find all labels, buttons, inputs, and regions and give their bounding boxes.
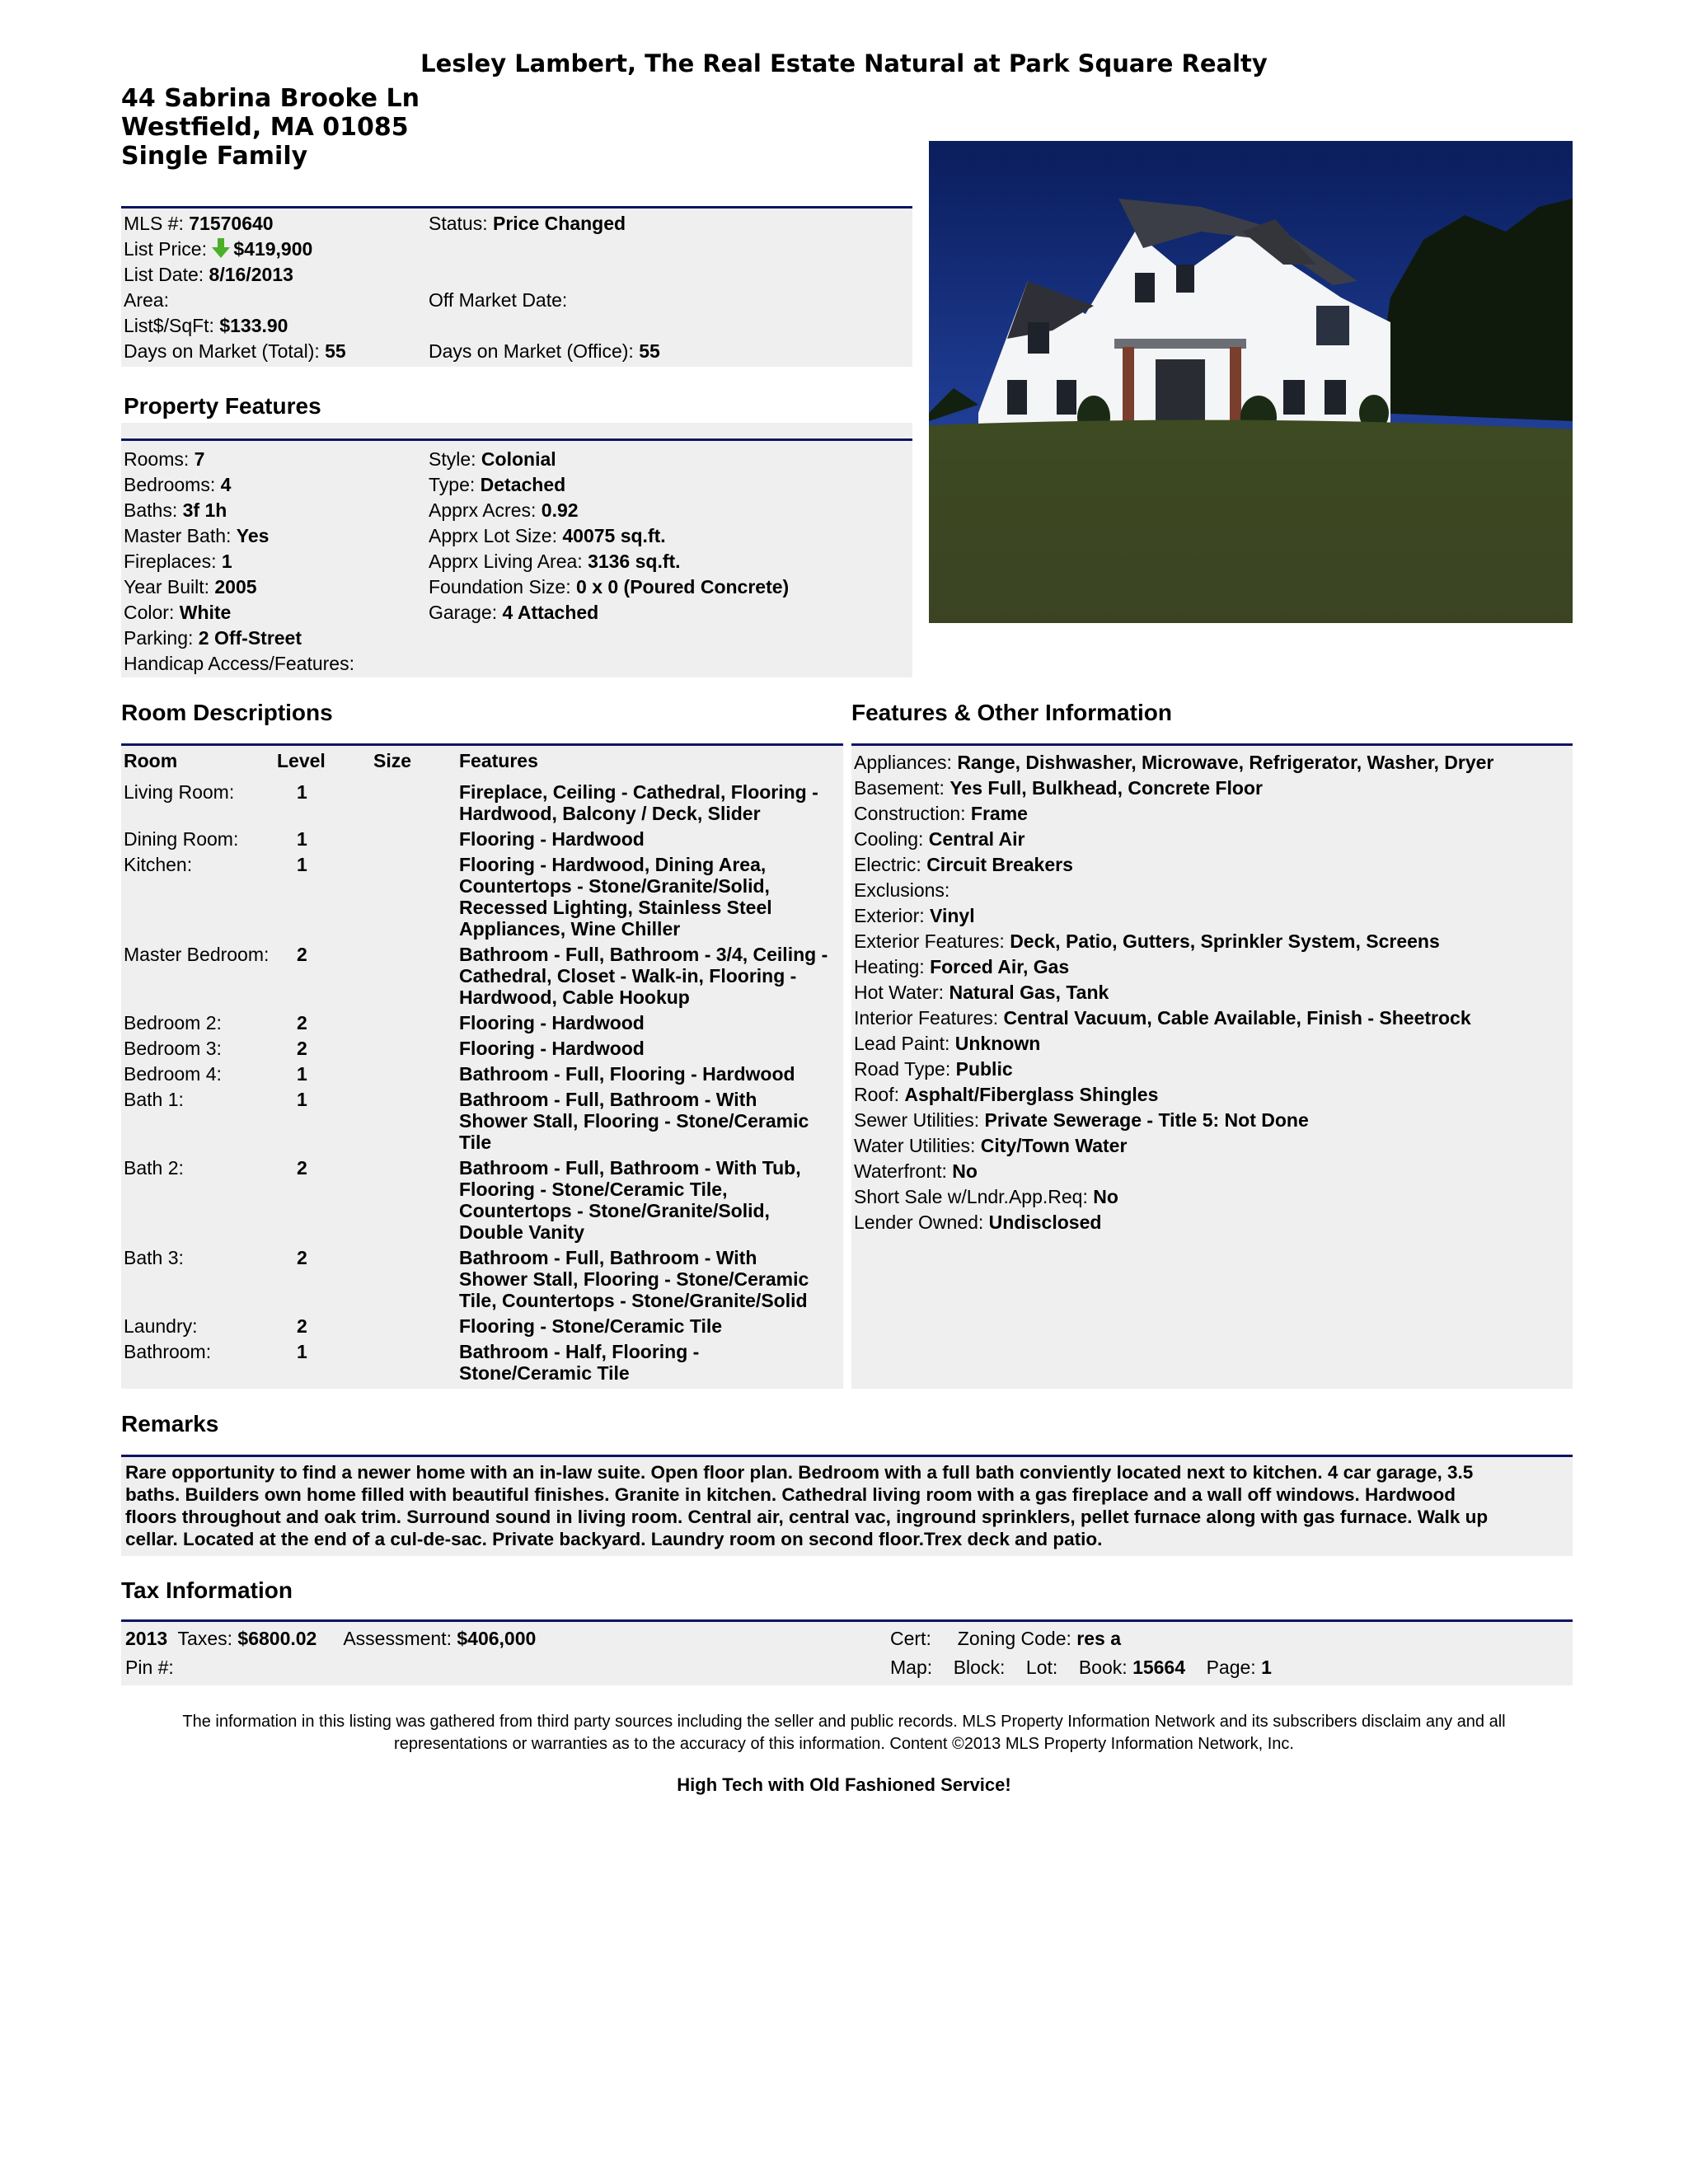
other-info-row bbox=[854, 750, 1493, 776]
room-level: 2 bbox=[297, 944, 307, 965]
feature-label: Year Built: bbox=[124, 576, 209, 598]
property-photo bbox=[929, 141, 1573, 623]
info-label: Water Utilities: bbox=[854, 1135, 976, 1156]
feature-value: 0 x 0 (Poured Concrete) bbox=[576, 576, 790, 598]
room-feature-line: Shower Stall, Flooring - Stone/Ceramic bbox=[459, 1110, 809, 1132]
agent-header: Lesley Lambert, The Real Estate Natural at Park Square Realty bbox=[420, 49, 1268, 77]
feature-value: Yes bbox=[236, 525, 270, 546]
property-type: Single Family bbox=[121, 142, 308, 171]
info-label: Waterfront: bbox=[854, 1160, 947, 1182]
property-feature-row bbox=[429, 523, 666, 549]
feature-label: Foundation Size: bbox=[429, 576, 571, 598]
feature-value: 7 bbox=[194, 448, 205, 470]
area: Area: bbox=[124, 289, 169, 311]
room-name: Living Room: bbox=[124, 781, 235, 803]
room-level: 1 bbox=[297, 828, 307, 850]
info-label: Lead Paint: bbox=[854, 1033, 950, 1054]
info-label: Basement: bbox=[854, 777, 945, 799]
other-info-row bbox=[854, 852, 1073, 878]
room-features bbox=[459, 1341, 699, 1384]
feature-value: 40075 sq.ft. bbox=[562, 525, 666, 546]
room-level: 1 bbox=[297, 1089, 307, 1110]
page-number: 1 bbox=[1261, 1657, 1272, 1678]
property-feature-row bbox=[124, 498, 227, 523]
room-feature-line: Bathroom - Full, Bathroom - With Tub, bbox=[459, 1157, 801, 1179]
disclaimer-line-1: The information in this listing was gathered from third party sources including the seller and public records. MLS Property Information Network and its subscribers disclaim any and all bbox=[182, 1713, 1506, 1731]
days-on-market-total: Days on Market (Total): 55 bbox=[124, 340, 346, 362]
feature-label: Garage: bbox=[429, 602, 498, 623]
info-value: City/Town Water bbox=[980, 1135, 1128, 1156]
room-feature-line: Fireplace, Ceiling - Cathedral, Flooring - bbox=[459, 781, 818, 803]
other-info-row bbox=[854, 1031, 1040, 1057]
feature-label: Baths: bbox=[124, 499, 178, 521]
property-feature-row bbox=[429, 549, 681, 574]
info-value: Yes Full, Bulkhead, Concrete Floor bbox=[950, 777, 1263, 799]
room-name: Bath 3: bbox=[124, 1247, 184, 1268]
room-name: Bedroom 3: bbox=[124, 1038, 222, 1059]
other-info-row bbox=[854, 827, 1025, 852]
room-feature-line: Bathroom - Half, Flooring - bbox=[459, 1341, 700, 1362]
room-level: 1 bbox=[297, 1063, 307, 1085]
other-info-row bbox=[854, 1210, 1101, 1235]
room-features bbox=[459, 1012, 645, 1033]
remarks-line: cellar. Located at the end of a cul-de-sac. Private backyard. Laundry room on second floor.Trex deck and patio. bbox=[125, 1529, 1103, 1549]
property-feature-row bbox=[429, 472, 565, 498]
assessment-value: $406,000 bbox=[457, 1628, 537, 1649]
info-label: Road Type: bbox=[854, 1058, 951, 1080]
info-value: Unknown bbox=[954, 1033, 1041, 1054]
room-feature-line: Shower Stall, Flooring - Stone/Ceramic bbox=[459, 1268, 809, 1290]
room-feature-line: Double Vanity bbox=[459, 1221, 585, 1243]
info-value: Range, Dishwasher, Microwave, Refrigerator, Washer, Dryer bbox=[957, 752, 1494, 773]
room-name: Master Bedroom: bbox=[124, 944, 270, 965]
room-features bbox=[459, 828, 645, 850]
tagline: High Tech with Old Fashioned Service! bbox=[677, 1774, 1011, 1795]
property-feature-row bbox=[429, 574, 789, 600]
room-features bbox=[459, 1063, 795, 1085]
zoning-code: res a bbox=[1076, 1628, 1121, 1649]
cert-label: Cert: bbox=[890, 1628, 931, 1649]
info-label: Hot Water: bbox=[854, 982, 945, 1003]
room-descriptions-title: Room Descriptions bbox=[121, 700, 333, 725]
info-value: Public bbox=[955, 1058, 1013, 1080]
feature-value: 4 Attached bbox=[502, 602, 599, 623]
feature-label: Apprx Lot Size: bbox=[429, 525, 557, 546]
tax-year: 2013 bbox=[125, 1628, 168, 1649]
room-features bbox=[459, 1247, 809, 1311]
other-info-row bbox=[854, 903, 975, 929]
room-feature-line: Bathroom - Full, Bathroom - With bbox=[459, 1247, 757, 1268]
room-feature-line: Flooring - Hardwood, Dining Area, bbox=[459, 854, 767, 875]
property-feature-row bbox=[124, 447, 204, 472]
feature-value: 0.92 bbox=[541, 499, 579, 521]
feature-value: 3136 sq.ft. bbox=[588, 551, 681, 572]
price-down-arrow-icon bbox=[212, 238, 230, 258]
remarks-title: Remarks bbox=[121, 1411, 219, 1436]
other-info-row bbox=[854, 1108, 1309, 1133]
room-header-level: Level bbox=[277, 750, 326, 771]
status: Status: Price Changed bbox=[429, 213, 626, 234]
room-feature-line: Flooring - Hardwood bbox=[459, 1012, 645, 1033]
other-info-row bbox=[854, 954, 1069, 980]
info-label: Appliances: bbox=[854, 752, 952, 773]
property-features-band bbox=[121, 423, 912, 438]
remarks-line: floors throughout and oak trim. Surround sound in living room. Central air, central vac, inground sprinklers, pellet furnace along with gas furnace. Walk up bbox=[125, 1507, 1489, 1527]
room-name: Bedroom 4: bbox=[124, 1063, 222, 1085]
list-price-per-sqft: List$/SqFt: $133.90 bbox=[124, 315, 288, 336]
room-feature-line: Countertops - Stone/Granite/Solid, bbox=[459, 875, 770, 897]
property-features-title: Property Features bbox=[124, 393, 321, 419]
room-header-features: Features bbox=[459, 750, 538, 771]
property-feature-row bbox=[429, 498, 579, 523]
info-label: Sewer Utilities: bbox=[854, 1109, 980, 1131]
room-feature-line: Hardwood, Balcony / Deck, Slider bbox=[459, 803, 761, 824]
room-features bbox=[459, 1157, 801, 1243]
room-feature-line: Bathroom - Full, Bathroom - With bbox=[459, 1089, 757, 1110]
room-feature-line: Flooring - Hardwood bbox=[459, 828, 645, 850]
room-name: Bath 1: bbox=[124, 1089, 184, 1110]
address-line-2: Westfield, MA 01085 bbox=[121, 113, 409, 142]
info-value: No bbox=[1093, 1186, 1118, 1207]
info-label: Heating: bbox=[854, 956, 925, 977]
info-value: Central Air bbox=[928, 828, 1025, 850]
info-label: Short Sale w/Lndr.App.Req: bbox=[854, 1186, 1088, 1207]
room-name: Dining Room: bbox=[124, 828, 239, 850]
info-label: Electric: bbox=[854, 854, 921, 875]
info-label: Cooling: bbox=[854, 828, 924, 850]
info-value: Asphalt/Fiberglass Shingles bbox=[904, 1084, 1159, 1105]
other-info-row bbox=[854, 929, 1440, 954]
room-feature-line: Bathroom - Full, Bathroom - 3/4, Ceiling - bbox=[459, 944, 828, 965]
info-label: Construction: bbox=[854, 803, 966, 824]
book-number: 15664 bbox=[1132, 1657, 1186, 1678]
disclaimer-line-2: representations or warranties as to the accuracy of this information. Content ©2013 MLS Property Information Network, Inc. bbox=[394, 1735, 1294, 1753]
room-name: Bathroom: bbox=[124, 1341, 212, 1362]
remarks-line: Rare opportunity to find a newer home with an in-law suite. Open floor plan. Bedroom with a full bath conviently located next to kitchen. 4 car garage, 3.5 bbox=[125, 1462, 1474, 1483]
room-level: 2 bbox=[297, 1157, 307, 1179]
days-on-market-office: Days on Market (Office): 55 bbox=[429, 340, 660, 362]
room-feature-line: Cathedral, Closet - Walk-in, Flooring - bbox=[459, 965, 797, 987]
property-feature-row bbox=[124, 574, 257, 600]
room-header-size: Size bbox=[373, 750, 412, 771]
feature-label: Color: bbox=[124, 602, 175, 623]
room-level: 2 bbox=[297, 1012, 307, 1033]
property-feature-row bbox=[124, 626, 302, 651]
other-info-row bbox=[854, 1184, 1118, 1210]
room-header-room: Room bbox=[124, 750, 178, 771]
remarks-text bbox=[125, 1461, 1569, 1550]
room-feature-line: Stone/Ceramic Tile bbox=[459, 1362, 630, 1384]
mls-number: MLS #: 71570640 bbox=[124, 213, 274, 234]
property-feature-row bbox=[124, 651, 354, 677]
room-features bbox=[459, 1315, 722, 1337]
feature-label: Style: bbox=[429, 448, 476, 470]
feature-value: 4 bbox=[220, 474, 232, 495]
pin-number: Pin #: bbox=[125, 1657, 174, 1678]
info-value: Central Vacuum, Cable Available, Finish - Sheetrock bbox=[1003, 1007, 1471, 1029]
other-info-row bbox=[854, 980, 1109, 1005]
feature-value: White bbox=[179, 602, 232, 623]
room-name: Bedroom 2: bbox=[124, 1012, 222, 1033]
info-label: Exterior: bbox=[854, 905, 925, 926]
feature-label: Apprx Living Area: bbox=[429, 551, 583, 572]
feature-label: Parking: bbox=[124, 627, 194, 649]
other-info-title: Features & Other Information bbox=[851, 700, 1172, 725]
feature-value: Colonial bbox=[481, 448, 556, 470]
info-value: Undisclosed bbox=[988, 1212, 1102, 1233]
room-features bbox=[459, 944, 828, 1008]
info-label: Exterior Features: bbox=[854, 930, 1005, 952]
off-market-date: Off Market Date: bbox=[429, 289, 568, 311]
cert-zoning-row: Cert: Zoning Code: res a bbox=[890, 1628, 1121, 1649]
other-info-row bbox=[854, 1082, 1158, 1108]
other-info-row bbox=[854, 1005, 1471, 1031]
other-info-row bbox=[854, 801, 1028, 827]
info-value: Forced Air, Gas bbox=[930, 956, 1070, 977]
property-feature-row bbox=[429, 447, 556, 472]
room-level: 1 bbox=[297, 854, 307, 875]
room-name: Kitchen: bbox=[124, 854, 193, 875]
feature-label: Bedrooms: bbox=[124, 474, 216, 495]
room-features bbox=[459, 781, 818, 824]
property-feature-row bbox=[124, 600, 231, 626]
feature-value: 2 Off-Street bbox=[198, 627, 302, 649]
tax-info-title: Tax Information bbox=[121, 1577, 293, 1603]
room-level: 2 bbox=[297, 1038, 307, 1059]
room-level: 1 bbox=[297, 1341, 307, 1362]
other-info-row bbox=[854, 1159, 978, 1184]
other-info-row bbox=[854, 776, 1263, 801]
info-label: Lender Owned: bbox=[854, 1212, 984, 1233]
room-level: 1 bbox=[297, 781, 307, 803]
room-level: 2 bbox=[297, 1247, 307, 1268]
room-features bbox=[459, 1038, 645, 1059]
feature-label: Master Bath: bbox=[124, 525, 232, 546]
room-features bbox=[459, 854, 772, 940]
room-feature-line: Flooring - Stone/Ceramic Tile bbox=[459, 1315, 723, 1337]
tax-year-row: 2013 Taxes: $6800.02 Assessment: $406,000 bbox=[125, 1628, 537, 1649]
feature-value: 1 bbox=[221, 551, 232, 572]
map-block-lot-row: Map: Block: Lot: Book: 15664 Page: 1 bbox=[890, 1657, 1272, 1678]
room-level: 2 bbox=[297, 1315, 307, 1337]
info-value: Natural Gas, Tank bbox=[949, 982, 1109, 1003]
room-feature-line: Bathroom - Full, Flooring - Hardwood bbox=[459, 1063, 795, 1085]
info-value: Deck, Patio, Gutters, Sprinkler System, Screens bbox=[1010, 930, 1440, 952]
list-price: List Price: $419,900 bbox=[124, 238, 313, 260]
property-feature-row bbox=[124, 472, 231, 498]
feature-label: Apprx Acres: bbox=[429, 499, 537, 521]
info-value: No bbox=[952, 1160, 978, 1182]
other-info-row bbox=[854, 878, 950, 903]
info-value: Private Sewerage - Title 5: Not Done bbox=[984, 1109, 1309, 1131]
tax-amount: $6800.02 bbox=[237, 1628, 317, 1649]
room-feature-line: Flooring - Hardwood bbox=[459, 1038, 645, 1059]
feature-value: 2005 bbox=[214, 576, 257, 598]
list-date: List Date: 8/16/2013 bbox=[124, 264, 293, 285]
other-info-row bbox=[854, 1133, 1127, 1159]
info-label: Roof: bbox=[854, 1084, 899, 1105]
info-label: Interior Features: bbox=[854, 1007, 999, 1029]
room-name: Laundry: bbox=[124, 1315, 198, 1337]
remarks-line: baths. Builders own home filled with beautiful finishes. Granite in kitchen. Cathedral living room with a gas fireplace and a wall off windows. Hardwood bbox=[125, 1484, 1456, 1505]
room-feature-line: Appliances, Wine Chiller bbox=[459, 918, 681, 940]
room-name: Bath 2: bbox=[124, 1157, 184, 1179]
info-label: Exclusions: bbox=[854, 879, 950, 901]
info-value: Vinyl bbox=[930, 905, 975, 926]
feature-label: Rooms: bbox=[124, 448, 190, 470]
other-info-row bbox=[854, 1057, 1013, 1082]
property-feature-row bbox=[429, 600, 598, 626]
info-value: Circuit Breakers bbox=[926, 854, 1073, 875]
room-feature-line: Countertops - Stone/Granite/Solid, bbox=[459, 1200, 770, 1221]
feature-value: 3f 1h bbox=[182, 499, 227, 521]
address-line-1: 44 Sabrina Brooke Ln bbox=[121, 84, 420, 113]
property-feature-row bbox=[124, 549, 232, 574]
room-feature-line: Recessed Lighting, Stainless Steel bbox=[459, 897, 772, 918]
feature-label: Fireplaces: bbox=[124, 551, 217, 572]
room-feature-line: Tile bbox=[459, 1132, 492, 1153]
room-feature-line: Tile, Countertops - Stone/Granite/Solid bbox=[459, 1290, 808, 1311]
feature-value: Detached bbox=[480, 474, 566, 495]
feature-label: Handicap Access/Features: bbox=[124, 653, 354, 674]
property-feature-row bbox=[124, 523, 269, 549]
house-photo-image bbox=[929, 141, 1573, 623]
room-feature-line: Hardwood, Cable Hookup bbox=[459, 987, 690, 1008]
room-table bbox=[124, 750, 841, 1385]
info-value: Frame bbox=[970, 803, 1028, 824]
room-feature-line: Flooring - Stone/Ceramic Tile, bbox=[459, 1179, 728, 1200]
room-features bbox=[459, 1089, 809, 1153]
feature-label: Type: bbox=[429, 474, 476, 495]
